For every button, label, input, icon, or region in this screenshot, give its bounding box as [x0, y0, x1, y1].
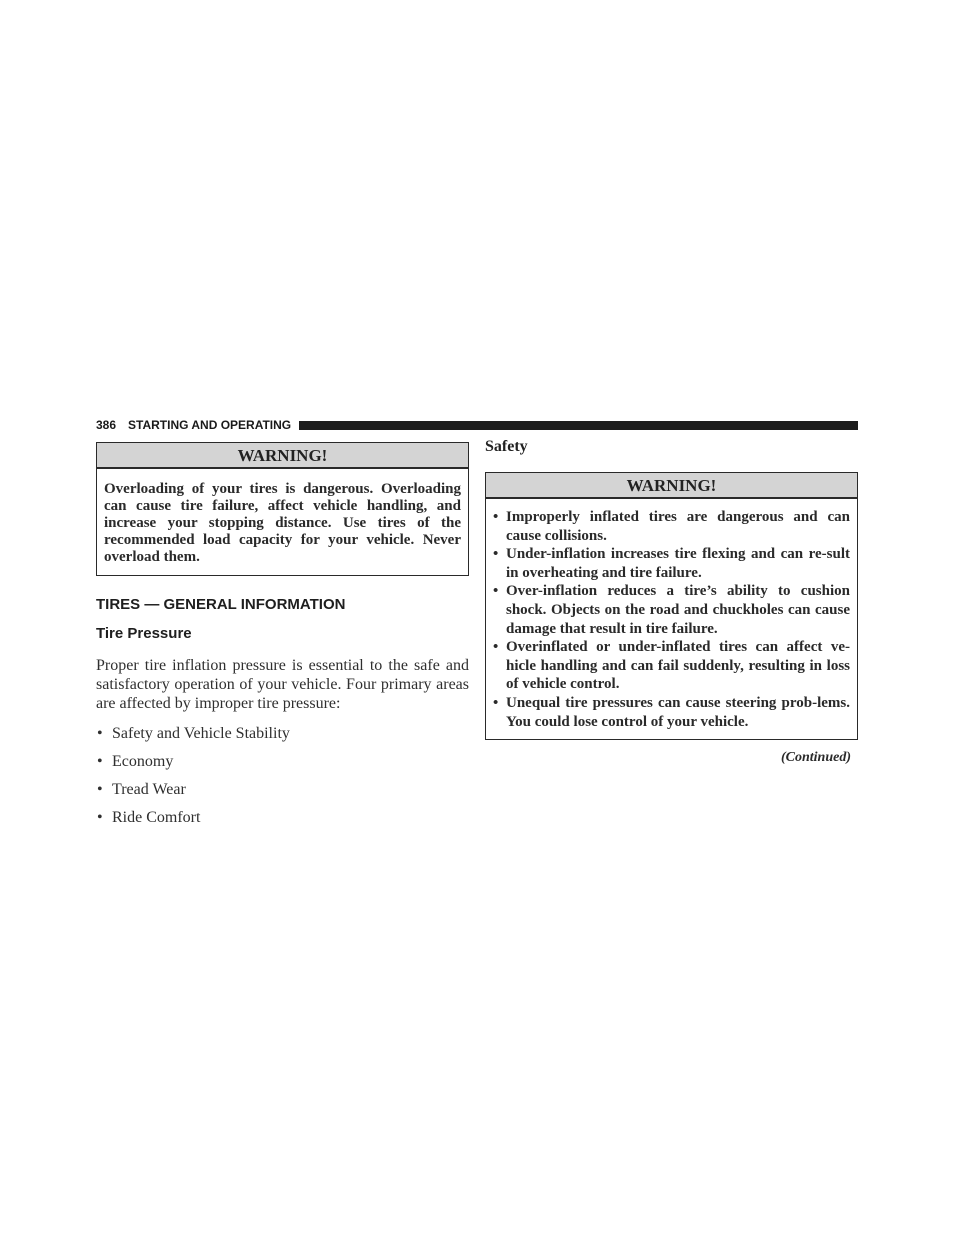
list-item: • Ride Comfort — [97, 809, 201, 826]
warning-body: Overloading of your tires is dangerous. Overloading can cause tire failure, affect vehicle handling, and increase your stopping distance. Use tires of the recommended load capacity for your vehicle. Never overload them. — [104, 481, 461, 565]
list-item: • Economy — [97, 753, 174, 770]
right-column — [485, 437, 858, 766]
warning-list — [486, 499, 857, 739]
bullet-icon: • — [493, 694, 499, 711]
section-title: STARTING AND OPERATING — [128, 418, 292, 432]
continued-label: (Continued) — [780, 750, 851, 766]
safety-warning-box — [485, 472, 858, 740]
warning-title: WARNING! — [486, 473, 857, 499]
left-column — [96, 442, 469, 836]
bullet-icon: • — [493, 546, 499, 563]
section-heading: TIRES — GENERAL INFORMATION — [96, 596, 346, 613]
page-number: 386 — [96, 418, 117, 432]
warning-title: WARNING! — [97, 443, 468, 469]
list-item: • Tread Wear — [97, 781, 186, 798]
bullet-icon: • — [97, 809, 103, 826]
affected-areas-list — [96, 724, 469, 827]
header-rule — [299, 421, 858, 430]
bullet-icon: • — [97, 753, 103, 770]
overload-warning-box — [96, 442, 469, 576]
bullet-icon: • — [493, 583, 499, 600]
bullet-icon: • — [493, 639, 499, 656]
warning-item: • Overinflated or under-inflated tires can affect ve-hicle handling and can fail suddenly, resulting in loss of vehicle control. — [493, 639, 850, 693]
list-item: • Safety and Vehicle Stability — [97, 725, 290, 742]
bullet-icon: • — [493, 509, 499, 525]
bullet-icon: • — [97, 725, 103, 742]
warning-item: • Over-inflation reduces a tire’s ability to cushion shock. Objects on the road and chuckholes can cause damage that result in tire failure. — [493, 583, 850, 637]
warning-item: • Unequal tire pressures can cause steering prob-lems. You could lose control of your vehicle. — [493, 694, 850, 730]
warning-item: • Improperly inflated tires are dangerous and can cause collisions. — [493, 509, 850, 544]
tire-pressure-paragraph: Proper tire inflation pressure is essential to the safe and satisfactory operation of your vehicle. Four primary areas are affected by improper tire pressure: — [96, 657, 469, 712]
bullet-icon: • — [97, 781, 103, 798]
safety-label: Safety — [485, 438, 528, 455]
subheading-tire-pressure: Tire Pressure — [96, 625, 192, 642]
page-header — [96, 418, 858, 432]
warning-item: • Under-inflation increases tire flexing and can re-sult in overheating and tire failure. — [493, 546, 850, 581]
